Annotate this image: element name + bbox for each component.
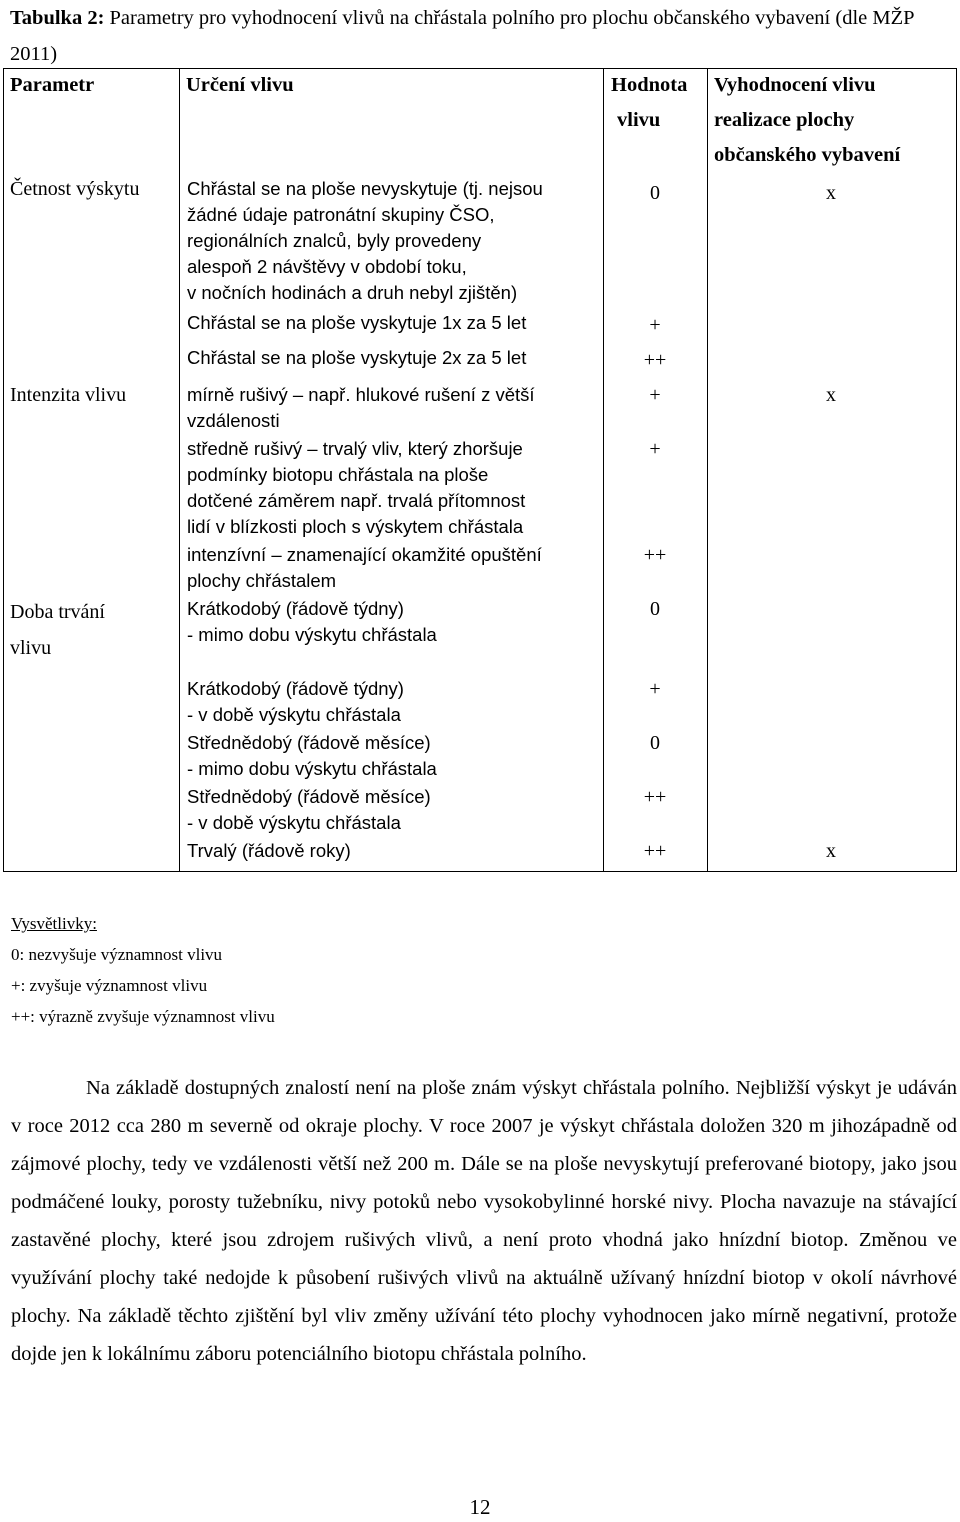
row-value: + bbox=[649, 678, 661, 700]
table-divider bbox=[179, 68, 180, 872]
row-text-line: dotčené záměrem např. trvalá přítomnost bbox=[187, 490, 526, 511]
legend-item: 0: nezvyšuje významnost vlivu bbox=[11, 945, 223, 964]
row-text-line: lidí v blízkosti ploch s výskytem chřástala bbox=[187, 516, 524, 537]
legend-item: +: zvyšuje významnost vlivu bbox=[11, 976, 208, 995]
table-row-text bbox=[187, 730, 437, 782]
row-value: + bbox=[649, 438, 661, 460]
row-text-line: Krátkodobý (řádově týdny) bbox=[187, 678, 404, 699]
row-value: 0 bbox=[650, 182, 660, 204]
row-text-line: Chřástal se na ploše nevyskytuje (tj. nejsou bbox=[187, 178, 543, 199]
row-text-line: regionálních znalců, byly provedeny bbox=[187, 230, 482, 251]
row-text-line: - mimo dobu výskytu chřástala bbox=[187, 624, 437, 645]
header-vyhodnoceni-line: realizace plochy bbox=[714, 109, 855, 131]
row-text-line: Střednědobý (řádově měsíce) bbox=[187, 732, 431, 753]
row-value: ++ bbox=[643, 786, 667, 808]
row-value: 0 bbox=[650, 598, 660, 620]
row-eval: x bbox=[826, 840, 836, 862]
row-value: 0 bbox=[650, 732, 660, 754]
row-value: ++ bbox=[643, 840, 667, 862]
header-vyhodnoceni-line: občanského vybavení bbox=[714, 144, 901, 166]
table-row-text bbox=[187, 676, 404, 728]
row-value: ++ bbox=[643, 544, 667, 566]
header-hodnota bbox=[611, 68, 687, 138]
table-row-text bbox=[187, 596, 437, 648]
parameter-intenzita: Intenzita vlivu bbox=[10, 384, 127, 406]
row-text-line: - v době výskytu chřástala bbox=[187, 812, 401, 833]
parameter-line: vlivu bbox=[10, 637, 52, 659]
row-text-line: plochy chřástalem bbox=[187, 570, 337, 591]
row-value: + bbox=[649, 314, 661, 336]
table-row-text bbox=[187, 176, 543, 306]
row-text-line: Střednědobý (řádově měsíce) bbox=[187, 786, 431, 807]
row-text-line: v nočních hodinách a druh nebyl zjištěn) bbox=[187, 282, 518, 303]
legend-item: ++: výrazně zvyšuje významnost vlivu bbox=[11, 1007, 275, 1026]
row-text-line: žádné údaje patronátní skupiny ČSO, bbox=[187, 204, 495, 225]
row-text-line: - v době výskytu chřástala bbox=[187, 704, 401, 725]
parameter-cetnost: Četnost výskytu bbox=[10, 178, 140, 200]
legend-title: Vysvětlivky: bbox=[11, 914, 97, 933]
row-text-line: - mimo dobu výskytu chřástala bbox=[187, 758, 437, 779]
row-text-line: intenzívní – znamenající okamžité opuštění bbox=[187, 544, 542, 565]
table-row-text: Chřástal se na ploše vyskytuje 2x za 5 let bbox=[187, 347, 527, 368]
header-vyhodnoceni bbox=[714, 68, 900, 173]
row-eval: x bbox=[826, 384, 836, 406]
row-text-line: podmínky biotopu chřástala na ploše bbox=[187, 464, 489, 485]
table-caption bbox=[10, 0, 955, 72]
row-text-line: alespoň 2 návštěvy v období toku, bbox=[187, 256, 467, 277]
impact-table bbox=[3, 68, 957, 872]
header-vyhodnoceni-line: Vyhodnocení vlivu bbox=[714, 74, 876, 96]
row-text-line: vzdálenosti bbox=[187, 410, 280, 431]
table-row-text: Trvalý (řádově roky) bbox=[187, 840, 351, 861]
header-hodnota-line: Hodnota bbox=[611, 74, 688, 96]
parameter-line: Doba trvání bbox=[10, 601, 105, 623]
header-urceni: Určení vlivu bbox=[186, 74, 294, 96]
caption-label: Tabulka 2: bbox=[10, 7, 105, 29]
header-hodnota-line: vlivu bbox=[617, 109, 661, 131]
row-text-line: mírně rušivý – např. hlukové rušení z větší bbox=[187, 384, 535, 405]
table-border-right bbox=[956, 68, 957, 872]
legend bbox=[11, 908, 275, 1032]
row-text-line: Krátkodobý (řádově týdny) bbox=[187, 598, 404, 619]
caption-text: Parametry pro vyhodnocení vlivů na chřástala polního pro plochu občanského vybavení (dle MŽP 2011) bbox=[10, 7, 914, 65]
header-parametr: Parametr bbox=[10, 74, 95, 96]
body-paragraph bbox=[11, 1069, 957, 1373]
table-border-left bbox=[3, 68, 4, 872]
row-value: + bbox=[649, 384, 661, 406]
table-border-bottom bbox=[3, 871, 957, 872]
row-text-line: středně rušivý – trvalý vliv, který zhoršuje bbox=[187, 438, 523, 459]
table-row-text bbox=[187, 784, 431, 836]
row-eval: x bbox=[826, 182, 836, 204]
parameter-doba-trvani bbox=[10, 594, 105, 666]
paragraph-text: Na základě dostupných znalostí není na ploše znám výskyt chřástala polního. Nejbližší výskyt je udáván v roce 2012 cca 280 m severně od okraje plochy. V roce 2007 je výskyt chřástala doložen 320 m jihozápadně od zájmové plochy, tedy ve vzdálenosti větší než 200 m. Dále se na ploše nevyskytují preferované biotopy, jako jsou podmáčené louky, porosty tužebníku, nivy potoků nebo vysokobylinné horské nivy. Plocha navazuje na stávající zastavěné plochy, které jsou zdrojem rušivých vlivů, a není proto vhodná jako hnízdní biotop. Změnou ve využívání plochy také nedojde k působení rušivých vlivů na aktuálně užívaný hnízdní biotop v okolí návrhové plochy. Na základě těchto zjištění byl vliv změny užívání této plochy vyhodnocen jako mírně negativní, protože dojde jen k lokálnímu záboru potenciálního biotopu chřástala polního. bbox=[11, 1077, 957, 1365]
table-row-text bbox=[187, 436, 525, 540]
page-number: 12 bbox=[469, 1495, 491, 1519]
table-row-text bbox=[187, 382, 535, 434]
row-value: ++ bbox=[643, 349, 667, 371]
table-row-text: Chřástal se na ploše vyskytuje 1x za 5 let bbox=[187, 312, 527, 333]
table-row-text bbox=[187, 542, 542, 594]
